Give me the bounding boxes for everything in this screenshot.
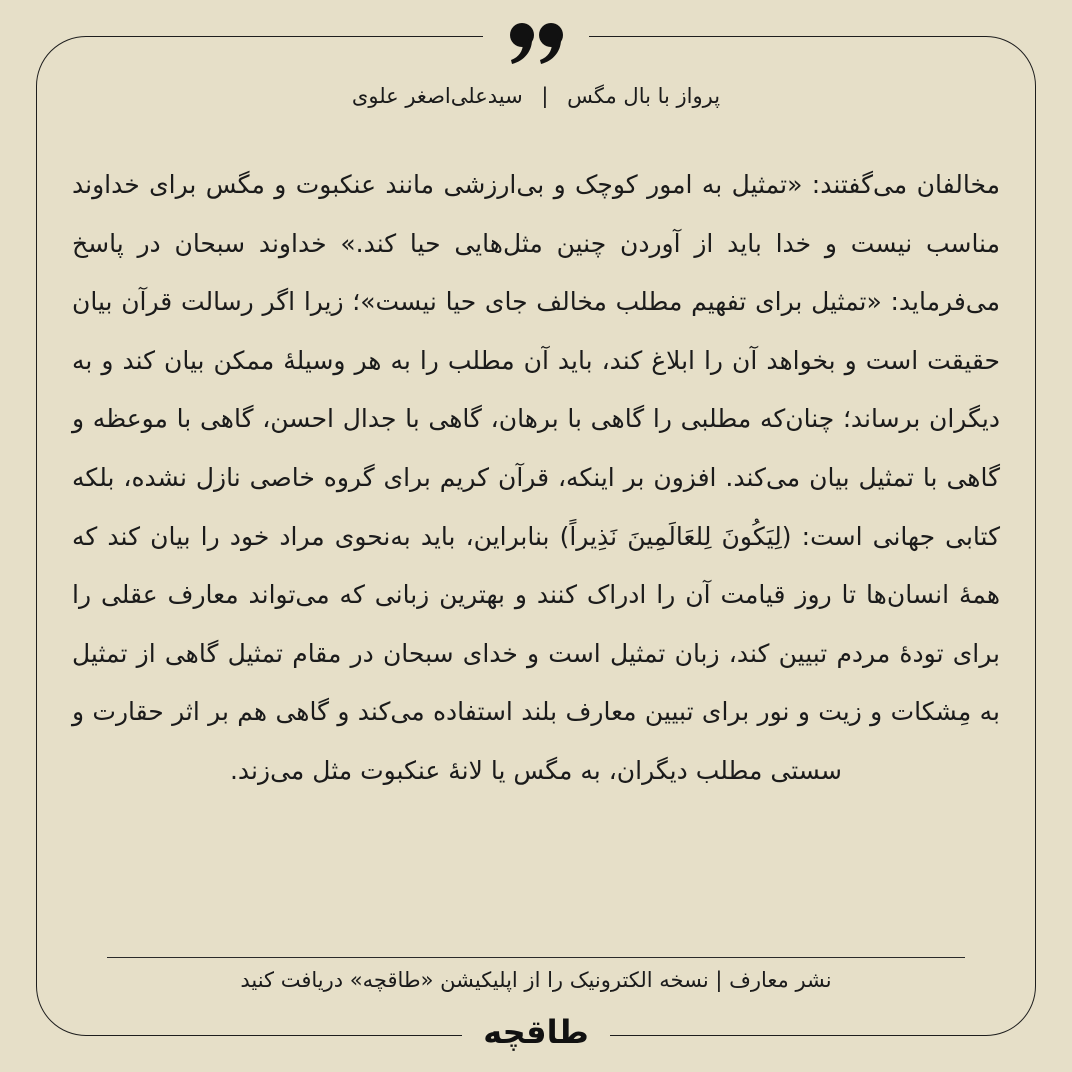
header-title — [36, 84, 1036, 108]
body-paragraph: مخالفان می‌گفتند: «تمثیل به امور کوچک و بی‌ارزشی مانند عنکبوت و مگس برای خداوند مناسب نیست و خدا باید از آوردن چنین مثل‌هایی حیا کند.» خداوند سبحان در پاسخ می‌فرماید: «تمثیل برای تفهیم مطلب مخالف جای حیا نیست»؛ زیرا اگر رسالت قرآن بیان حقیقت است و بخواهد آن را ابلاغ کند، باید آن مطلب را به هر وسیلهٔ ممکن بیان کند و به دیگران برساند؛ چنان‌که مطلبی را گاهی با برهان، گاهی با جدال احسن، گاهی با موعظه و گاهی با تمثیل بیان می‌کند. افزون بر اینکه، قرآن کریم برای گروه خاصی نازل نشده، بلکه کتابی جهانی است: (لِيَكُونَ لِلعَالَمِينَ نَذِيراً) بنابراین، باید به‌نحوی مراد خود را بیان کند که همهٔ انسان‌ها تا روز قیامت آن را ادراک کنند و بهترین زبانی که می‌تواند معارف عقلی را برای تودهٔ مردم تبیین کند، زبان تمثیل است و خدای سبحان در مقام تمثیل گاهی از تمثیل به مِشکات و زیت و نور برای تبیین معارف بلند استفاده می‌کند و گاهی هم بر اثر حقارت و سستی مطلب دیگران، به مگس یا لانهٔ عنکبوت مثل می‌زند. — [72, 170, 1000, 785]
header-separator: | — [541, 84, 549, 108]
author-name: سیدعلی‌اصغر علوی — [351, 84, 523, 108]
footer-divider — [107, 957, 965, 958]
taaghche-logo[interactable] — [462, 1010, 610, 1054]
book-title: پرواز با بال مگس — [567, 84, 721, 108]
quote-icon — [506, 18, 568, 68]
logo-text: طاقچه — [483, 1013, 589, 1051]
footer-text: نشر معارف | نسخه الکترونیک را از اپلیکیشن «طاقچه» دریافت کنید — [240, 968, 832, 992]
